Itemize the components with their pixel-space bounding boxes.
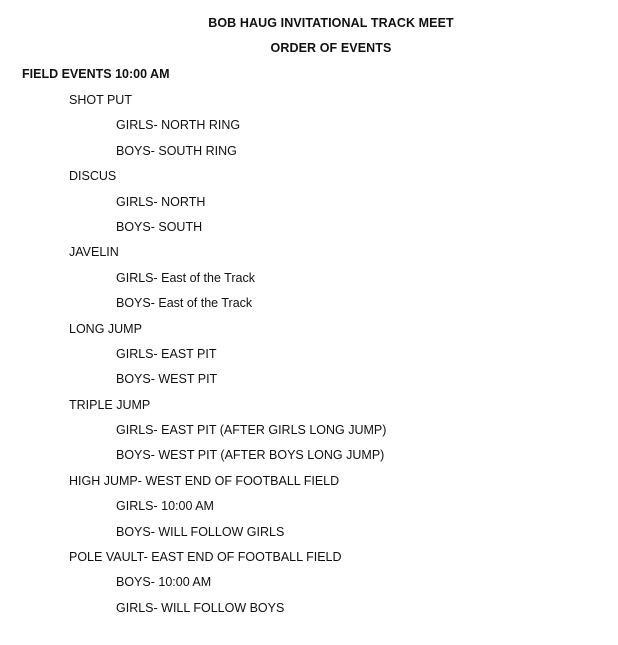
event-detail: GIRLS- EAST PIT (AFTER GIRLS LONG JUMP) xyxy=(116,423,387,438)
event-detail: BOYS- WILL FOLLOW GIRLS xyxy=(116,524,285,539)
event-heading: POLE VAULT- EAST END OF FOOTBALL FIELD xyxy=(69,550,342,565)
document-subtitle: ORDER OF EVENTS xyxy=(270,41,392,55)
event-detail: BOYS- WEST PIT (AFTER BOYS LONG JUMP) xyxy=(116,448,385,463)
event-heading: LONG JUMP xyxy=(69,321,142,336)
event-heading: TRIPLE JUMP xyxy=(69,397,151,412)
event-heading: SHOT PUT xyxy=(69,93,132,107)
event-detail: GIRLS- 10:00 AM xyxy=(116,499,214,514)
event-heading: JAVELIN xyxy=(69,245,119,260)
event-heading: DISCUS xyxy=(69,169,117,184)
event-detail: GIRLS- WILL FOLLOW BOYS xyxy=(116,600,285,615)
event-detail: GIRLS- EAST PIT xyxy=(116,346,217,361)
event-detail: BOYS- WEST PIT xyxy=(116,372,218,387)
event-detail: BOYS- SOUTH xyxy=(116,219,203,234)
event-detail: GIRLS- East of the Track xyxy=(116,270,255,285)
section-heading: FIELD EVENTS 10:00 AM xyxy=(22,67,170,81)
document-title: BOB HAUG INVITATIONAL TRACK MEET xyxy=(208,16,454,30)
event-detail: BOYS- 10:00 AM xyxy=(116,575,212,590)
event-list xyxy=(0,92,618,625)
event-detail: GIRLS- NORTH xyxy=(116,194,206,209)
event-heading: HIGH JUMP- WEST END OF FOOTBALL FIELD xyxy=(69,473,340,488)
event-detail: BOYS- SOUTH RING xyxy=(116,143,237,158)
event-detail: BOYS- East of the Track xyxy=(116,296,253,311)
event-detail: GIRLS- NORTH RING xyxy=(116,118,241,133)
